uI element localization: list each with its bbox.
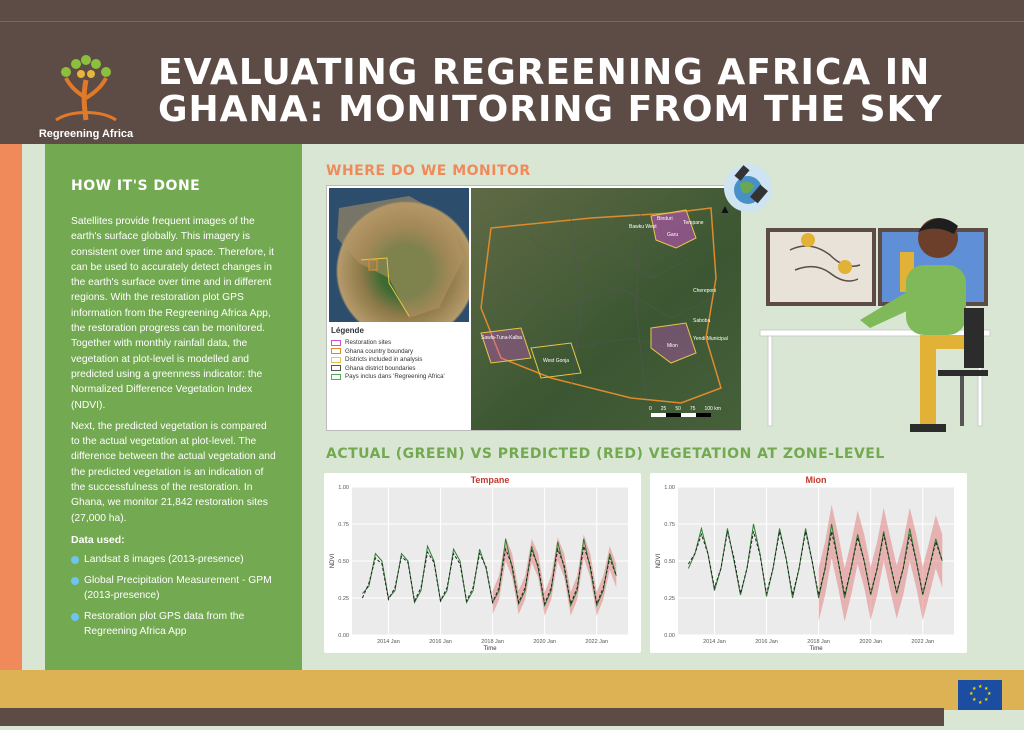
- place-label: Yendi Municipal: [693, 336, 728, 342]
- x-tick-label: 2014 Jan: [703, 639, 726, 645]
- place-label: Bawku West: [629, 224, 657, 230]
- scale-label: 100 km: [704, 406, 721, 412]
- scale-label: 25: [660, 406, 667, 412]
- data-used-heading: Data used:: [71, 533, 125, 546]
- list-item: [71, 610, 276, 639]
- map-legend: [331, 326, 469, 382]
- x-tick-label: 2018 Jan: [481, 639, 504, 645]
- y-tick-label: 0.75: [664, 522, 675, 528]
- x-tick-label: 2014 Jan: [377, 639, 400, 645]
- legend-item: [331, 348, 469, 355]
- africa-map-icon: [329, 188, 469, 322]
- place-label: Tempane: [683, 220, 704, 226]
- where-we-monitor-heading: WHERE DO WE MONITOR: [326, 163, 531, 179]
- legend-swatch: [331, 348, 341, 354]
- x-tick-label: 2022 Jan: [911, 639, 935, 645]
- list-item-label: Restoration plot GPS data from the Regreening Africa App: [84, 611, 245, 637]
- legend-label: Ghana district boundaries: [345, 364, 416, 372]
- legend-swatch: [331, 365, 341, 371]
- x-tick-label: 2020 Jan: [859, 639, 882, 645]
- scale-label: 50: [675, 406, 681, 412]
- y-tick-label: 0.50: [338, 559, 349, 565]
- place-label: Binduri: [657, 216, 673, 222]
- list-item: [71, 574, 276, 603]
- x-tick-label: 2020 Jan: [533, 639, 556, 645]
- y-tick-label: 0.00: [664, 633, 675, 639]
- scale-label: 0: [649, 406, 652, 412]
- legend-item: [331, 365, 469, 372]
- page-title: [158, 54, 1018, 128]
- svg-text:★: ★: [987, 691, 992, 697]
- list-item: [71, 553, 276, 568]
- logo-text: Regreening Africa: [38, 128, 134, 140]
- title-line-2: GHANA: MONITORING FROM THE SKY: [158, 89, 943, 130]
- y-tick-label: 0.25: [664, 596, 675, 602]
- title-line-1: EVALUATING REGREENING AFRICA IN: [158, 52, 931, 93]
- eu-stars-icon: [958, 680, 1002, 710]
- bullet-icon: [71, 613, 79, 621]
- y-tick-label: 1.00: [338, 485, 349, 491]
- left-accent-bar: [0, 144, 22, 670]
- vegetation-heading: ACTUAL (GREEN) VS PREDICTED (RED) VEGETATION AT ZONE-LEVEL: [326, 446, 885, 462]
- svg-text:★: ★: [969, 691, 974, 697]
- legend-label: Restoration sites: [345, 339, 392, 346]
- chart-title: Mion: [805, 475, 827, 485]
- footer-strip: [0, 708, 944, 726]
- place-label: Sawla-Tuna-Kalba: [481, 335, 522, 341]
- monitoring-illustration: [720, 160, 1010, 440]
- svg-text:★: ★: [978, 684, 983, 690]
- logo: [36, 50, 136, 140]
- y-tick-label: 0.50: [664, 559, 675, 565]
- y-tick-label: 0.25: [338, 596, 349, 602]
- top-strip: [0, 0, 1024, 22]
- y-tick-label: 0.75: [338, 522, 349, 528]
- person-at-computer-icon: [720, 160, 1010, 440]
- legend-item: [331, 356, 469, 363]
- x-tick-label: 2022 Jan: [585, 639, 609, 645]
- scale-bar: [649, 406, 721, 412]
- x-tick-label: 2016 Jan: [429, 639, 452, 645]
- footer-band: [0, 670, 1024, 710]
- mion-chart: [650, 473, 967, 653]
- map-figure: [326, 185, 741, 431]
- y-tick-label: 0.00: [338, 633, 349, 639]
- intro-paragraph: Satellites provide frequent images of the earth's surface globally. This imagery is consistent over time and space. Therefore, it can be used to accurately detect changes in the earth's surface over time and in different regions. With the restoration plot GPS information from the Regreening Africa App, the restoration progress can be monitored. Together with monthly rainfall data, the vegetation at plot-level is modelled and predicted using a greenness indicator: the Normalized Difference Vegetation Index (NDVI).: [71, 216, 274, 411]
- legend-swatch: [331, 374, 341, 380]
- how-its-done-heading: HOW IT'S DONE: [71, 178, 201, 194]
- y-axis-label: NDVI: [656, 553, 662, 569]
- legend-swatch: [331, 357, 341, 363]
- place-label: Chereponi: [693, 288, 717, 294]
- legend-item: [331, 339, 469, 346]
- tempane-chart: [324, 473, 641, 653]
- how-its-done-panel: [45, 144, 302, 670]
- x-tick-label: 2016 Jan: [755, 639, 778, 645]
- africa-inset-map: [329, 188, 469, 322]
- place-label: Mion: [667, 343, 678, 349]
- legend-swatch: [331, 340, 341, 346]
- mion-chart-card: [650, 473, 967, 653]
- x-tick-label: 2018 Jan: [807, 639, 830, 645]
- data-used-list: [71, 553, 276, 640]
- bullet-icon: [71, 577, 79, 585]
- comparison-paragraph: Next, the predicted vegetation is compared to the actual vegetation at plot-level. The difference between the actual vegetation and the predicted vegetation is an indication of the successfulness of the restoration. In Ghana, we monitor 21,842 restoration sites (27,000 ha).: [71, 420, 276, 524]
- x-axis-label: Time: [483, 646, 497, 652]
- tempane-chart-card: [324, 473, 641, 653]
- y-tick-label: 1.00: [664, 485, 675, 491]
- eu-flag-logo: [958, 680, 1002, 710]
- x-axis-label: Time: [809, 646, 823, 652]
- place-label: West Gonja: [543, 358, 570, 364]
- place-label: Saboba: [693, 318, 711, 324]
- header-banner: [0, 22, 1024, 144]
- legend-title: Légende: [331, 326, 364, 335]
- ghana-map: [471, 188, 741, 430]
- bullet-icon: [71, 556, 79, 564]
- scale-label: 75: [689, 406, 696, 412]
- svg-text:★: ★: [984, 697, 989, 703]
- legend-label: Pays inclus dans 'Regreening Africa': [345, 373, 445, 380]
- tree-logo-icon: [36, 50, 136, 122]
- svg-text:★: ★: [972, 697, 977, 703]
- legend-label: Districts included in analysis: [345, 356, 423, 363]
- place-label: Garu: [667, 232, 679, 238]
- y-axis-label: NDVI: [330, 553, 336, 569]
- svg-text:★: ★: [978, 700, 983, 706]
- legend-label: Ghana country boundary: [345, 347, 414, 355]
- svg-text:★: ★: [984, 686, 989, 692]
- list-item-label: Landsat 8 images (2013-presence): [84, 553, 244, 565]
- list-item-label: Global Precipitation Measurement - GPM (2013-presence): [84, 575, 272, 601]
- svg-text:★: ★: [972, 686, 977, 692]
- chart-title: Tempane: [470, 475, 510, 485]
- legend-item: [331, 373, 469, 380]
- north-arrow-icon: ▲: [719, 202, 731, 216]
